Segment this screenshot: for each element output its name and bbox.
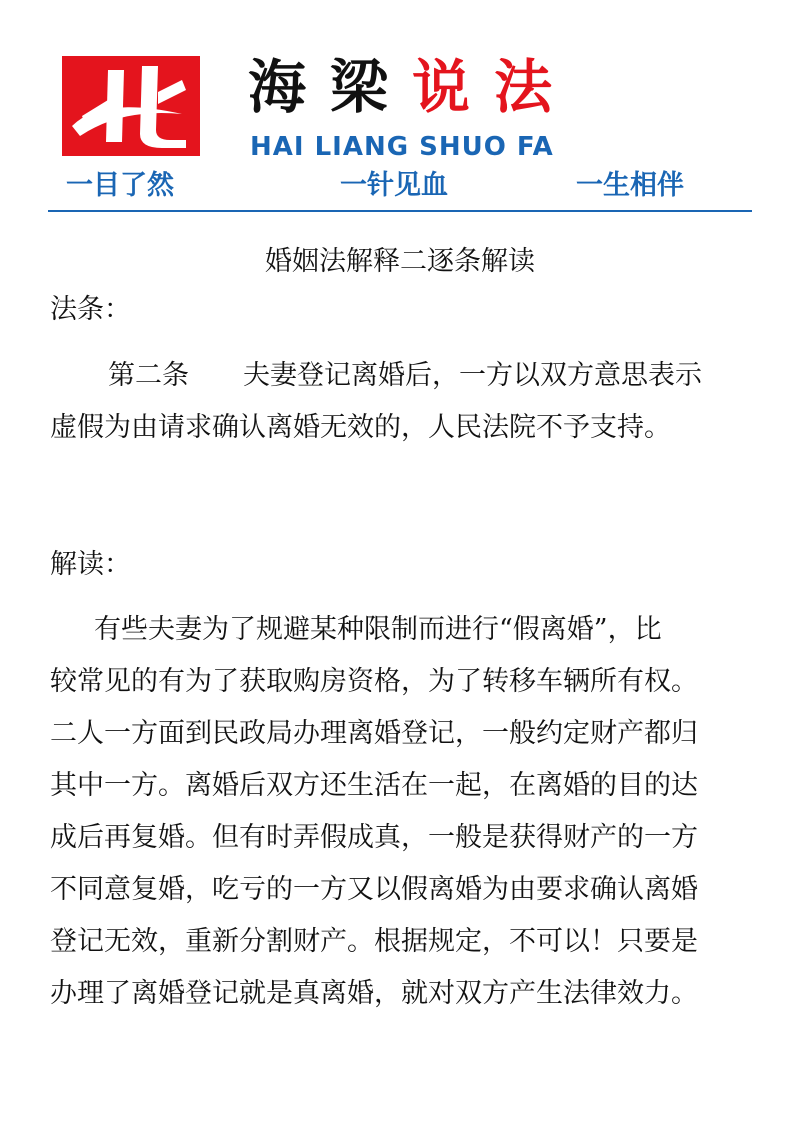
interpretation-line: 成后再复婚。但有时弄假成真，一般是获得财产的一方	[50, 822, 698, 853]
interpretation-line: 不同意复婚，吃亏的一方又以假离婚为由要求确认离婚	[50, 874, 698, 905]
article-line: 虚假为由请求确认离婚无效的，人民法院不予支持。	[50, 412, 671, 443]
logo-glyph-icon	[62, 56, 200, 156]
brand-name-black: 海梁	[248, 53, 413, 121]
interpretation-label: 解读：	[50, 549, 131, 580]
slogan-2: 一针见血	[340, 170, 448, 201]
slogan-1: 一目了然	[66, 170, 174, 201]
interpretation-line: 登记无效，重新分割财产。根据规定，不可以！只要是	[50, 926, 698, 957]
slogan-3: 一生相伴	[576, 170, 684, 201]
slogan-row	[62, 166, 752, 206]
article-line: 第二条 夫妻登记离婚后，一方以双方意思表示	[108, 360, 702, 391]
brand-pinyin: HAI LIANG SHUO FA	[250, 132, 554, 162]
brand-name	[248, 54, 668, 120]
interpretation-line: 较常见的有为了获取购房资格，为了转移车辆所有权。	[50, 666, 698, 697]
interpretation-line: 办理了离婚登记就是真离婚，就对双方产生法律效力。	[50, 978, 698, 1009]
article-text	[50, 350, 752, 454]
brand-name-red: 说法	[412, 53, 577, 121]
interpretation-line: 二人一方面到民政局办理离婚登记，一般约定财产都归	[50, 718, 698, 749]
document-title: 婚姻法解释二逐条解读	[265, 246, 535, 277]
logo	[62, 56, 200, 156]
interpretation-line: 有些夫妻为了规避某种限制而进行“假离婚”，比	[94, 614, 662, 645]
interpretation-text	[50, 604, 752, 1020]
article-label: 法条：	[50, 294, 131, 325]
interpretation-line: 其中一方。离婚后双方还生活在一起，在离婚的目的达	[50, 770, 698, 801]
header-divider	[48, 210, 752, 212]
